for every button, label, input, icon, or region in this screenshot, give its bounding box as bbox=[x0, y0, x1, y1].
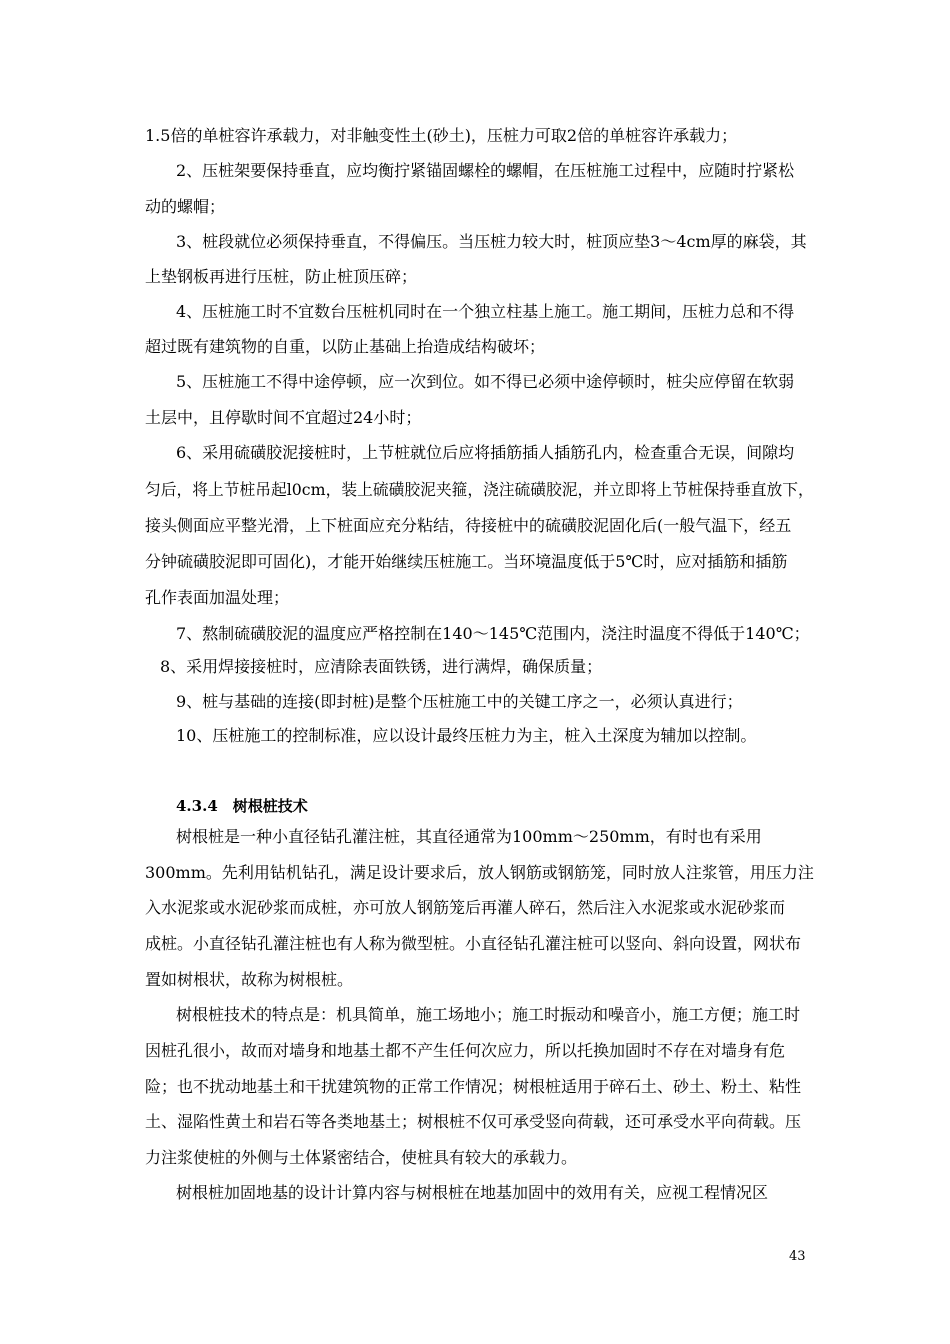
text-line: 接头侧面应平整光滑，上下桩面应充分粘结，待接桩中的硫磺胶泥固化后(一般气温下，经五 bbox=[145, 516, 792, 535]
text-line: 4、压桩施工时不宜数台压桩机同时在一个独立柱基上施工。施工期间，压桩力总和不得 bbox=[176, 302, 795, 321]
text-line: 8、采用焊接接桩时，应清除表面铁锈，进行满焊，确保质量； bbox=[160, 657, 603, 676]
text-line: 入水泥浆或水泥砂浆而成桩，亦可放人钢筋笼后再灌人碎石，然后注入水泥浆或水泥砂浆而 bbox=[145, 898, 786, 917]
text-line: 动的螺帽； bbox=[145, 197, 226, 216]
text-line: 2、压桩架要保持垂直，应均衡拧紧锚固螺栓的螺帽，在压桩施工过程中，应随时拧紧松 bbox=[176, 161, 795, 180]
text-line: 力注浆使桩的外侧与土体紧密结合，使桩具有较大的承载力。 bbox=[145, 1148, 578, 1167]
text-line: 匀后，将上节桩吊起l0cm，装上硫磺胶泥夹箍，浇注硫磺胶泥，并立即将上节桩保持垂直放下， bbox=[145, 480, 814, 499]
text-line: 10、压桩施工的控制标准，应以设计最终压桩力为主，桩入土深度为辅加以控制。 bbox=[176, 726, 757, 745]
text-line: 土、湿陷性黄土和岩石等各类地基土；树根桩不仅可承受竖向荷载，还可承受水平向荷载。压 bbox=[145, 1112, 802, 1131]
text-line: 土层中，且停歇时间不宜超过24小时； bbox=[145, 408, 422, 427]
text-line: 树根桩加固地基的设计计算内容与树根桩在地基加固中的效用有关，应视工程情况区 bbox=[176, 1183, 769, 1202]
text-line: 成桩。小直径钻孔灌注桩也有人称为微型桩。小直径钻孔灌注桩可以竖向、斜向设置，网状布 bbox=[145, 934, 802, 953]
section-heading: 4.3.4 树根桩技术 bbox=[176, 797, 308, 815]
text-line: 5、压桩施工不得中途停顿，应一次到位。如不得已必须中途停顿时，桩尖应停留在软弱 bbox=[176, 372, 795, 391]
text-line: 置如树根状，故称为树根桩。 bbox=[145, 970, 354, 989]
text-line: 树根桩技术的特点是：机具简单，施工场地小；施工时振动和噪音小，施工方便；施工时 bbox=[176, 1005, 801, 1024]
text-line: 超过既有建筑物的自重，以防止基础上抬造成结构破坏； bbox=[145, 337, 546, 356]
text-line: 300mm。先利用钻机钻孔，满足设计要求后，放人钢筋或钢筋笼，同时放人注浆管，用压力注 bbox=[145, 863, 814, 882]
text-line: 分钟硫磺胶泥即可固化)，才能开始继续压桩施工。当环境温度低于5℃时，应对插筋和插筋 bbox=[145, 552, 788, 571]
text-line: 7、熬制硫磺胶泥的温度应严格控制在140～145℃范围内，浇注时温度不得低于140℃； bbox=[176, 624, 810, 643]
text-line: 6、采用硫磺胶泥接桩时，上节桩就位后应将插筋插人插筋孔内，检查重合无误，间隙均 bbox=[176, 443, 795, 462]
text-line: 上垫钢板再进行压桩，防止桩顶压碎； bbox=[145, 267, 418, 286]
text-line: 1.5倍的单桩容许承载力，对非触变性土(砂土)，压桩力可取2倍的单桩容许承载力； bbox=[145, 126, 738, 145]
text-line: 树根桩是一种小直径钻孔灌注桩，其直径通常为100mm～250mm，有时也有采用 bbox=[176, 827, 762, 846]
text-line: 孔作表面加温处理； bbox=[145, 588, 290, 607]
text-line: 因桩孔很小，故而对墙身和地基土都不产生任何次应力，所以托换加固时不存在对墙身有危 bbox=[145, 1041, 786, 1060]
text-line: 3、桩段就位必须保持垂直，不得偏压。当压桩力较大时，桩顶应垫3～4cm厚的麻袋，其 bbox=[176, 232, 807, 251]
text-line: 险；也不扰动地基土和干扰建筑物的正常工作情况；树根桩适用于碎石土、砂土、粉土、粘性 bbox=[145, 1077, 802, 1096]
text-line: 9、桩与基础的连接(即封桩)是整个压桩施工中的关键工序之一，必须认真进行； bbox=[176, 692, 743, 711]
page-number: 43 bbox=[789, 1249, 806, 1264]
